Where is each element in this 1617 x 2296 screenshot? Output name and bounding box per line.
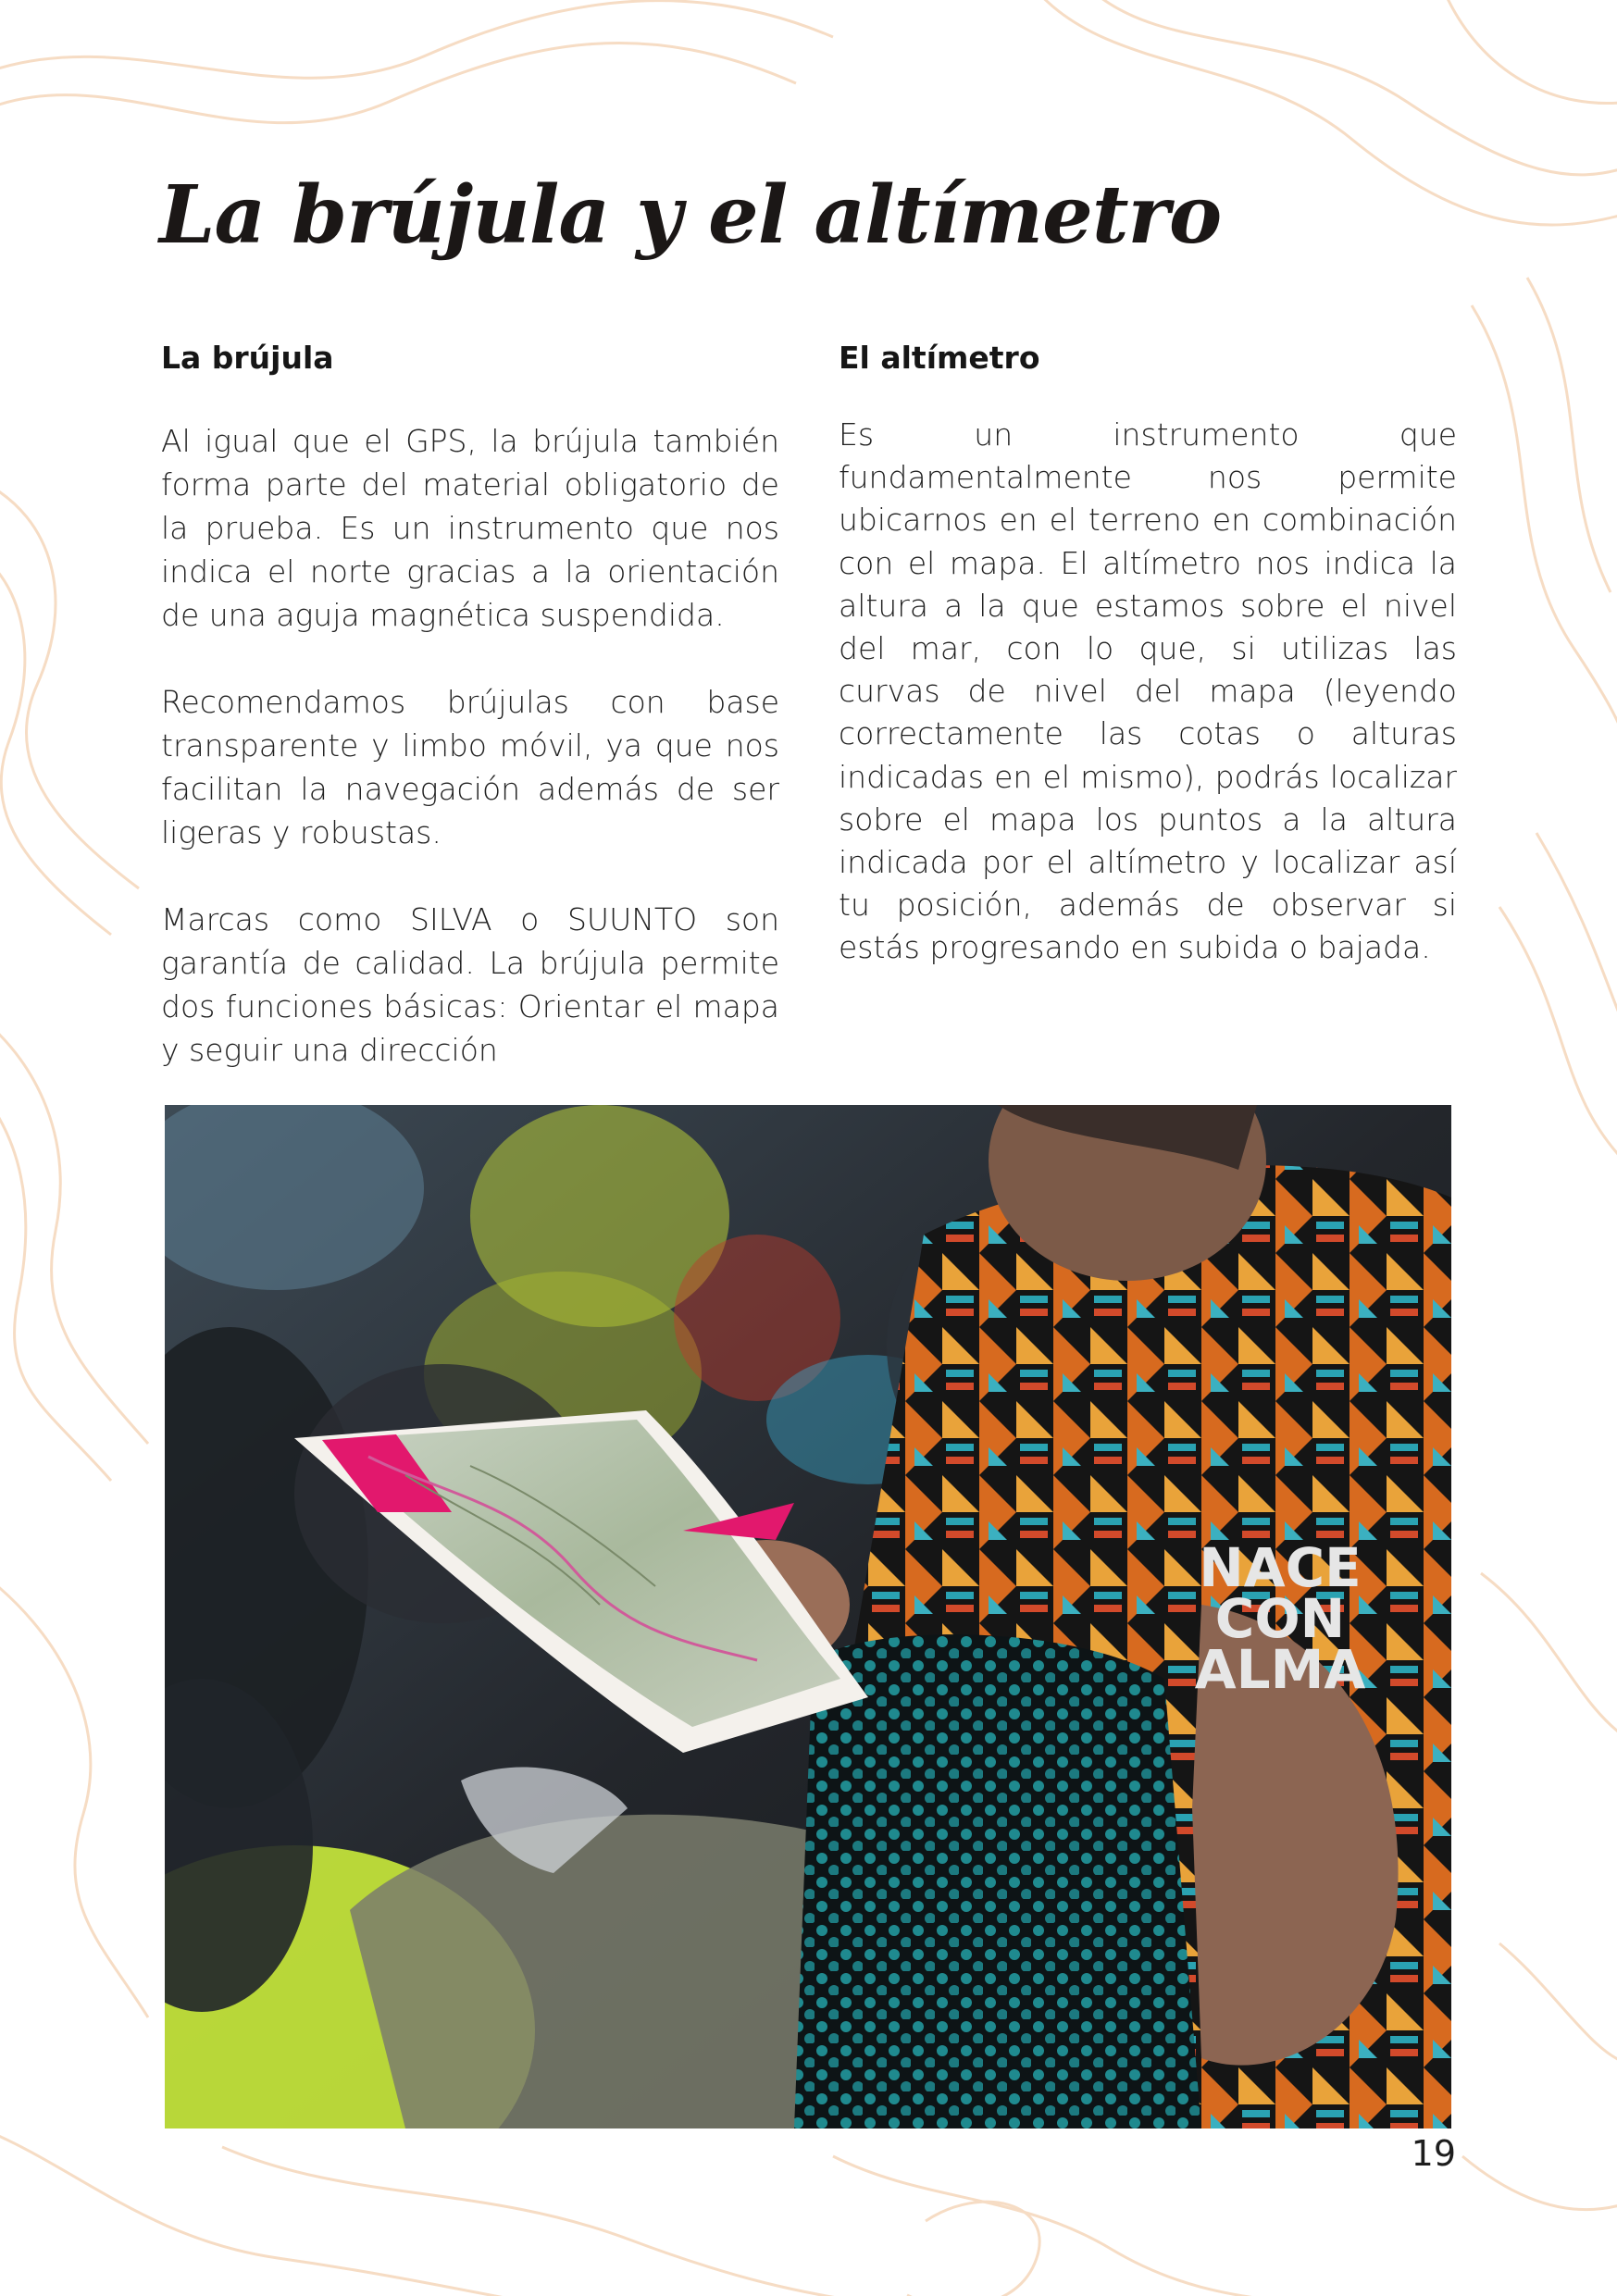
compass-paragraph-2: Recomendamos brújulas con base transparente y limbo móvil, ya que nos facilitan la navegación además de ser ligeras y robustas. [161,683,779,850]
compass-paragraph-3: Marcas como SILVA o SUUNTO son garantía de calidad. La brújula permite dos funciones básicas: Orientar el mapa y seguir una dirección [161,900,779,1068]
compass-section [161,339,779,1115]
compass-heading: La brújula [161,340,334,376]
page-number: 19 [1411,2133,1456,2174]
shirt-text-line-1: NACE [1199,1536,1362,1599]
altimeter-section [839,339,1457,1013]
shirt-text-line-2: CON [1214,1587,1346,1650]
shirt-text-line-3: ALMA [1194,1638,1366,1701]
altimeter-paragraph-1: Es un instrumento que fundamentalmente nos permite ubicarnos en el terreno en combinación con el mapa. El altímetro nos indica la altura a la que estamos sobre el nivel del mar, con lo que, si utilizas las curvas de nivel del mapa (leyendo correctamente las cotas o alturas indicadas en el mismo), podrás localizar sobre el mapa los puntos a la altura indicada por el altímetro y localizar así tu posición, además de observar si estás progresando en subida o bajada. [839,416,1457,966]
page-title: La brújula y el altímetro [159,168,1222,262]
runner-reading-map-photo [165,1105,1451,2128]
compass-paragraph-1: Al igual que el GPS, la brújula también forma parte del material obligatorio de la prueba. Es un instrumento que nos indica el norte gracias a la orientación de una aguja magnética suspendida. [161,422,779,633]
altimeter-heading: El altímetro [839,340,1040,376]
